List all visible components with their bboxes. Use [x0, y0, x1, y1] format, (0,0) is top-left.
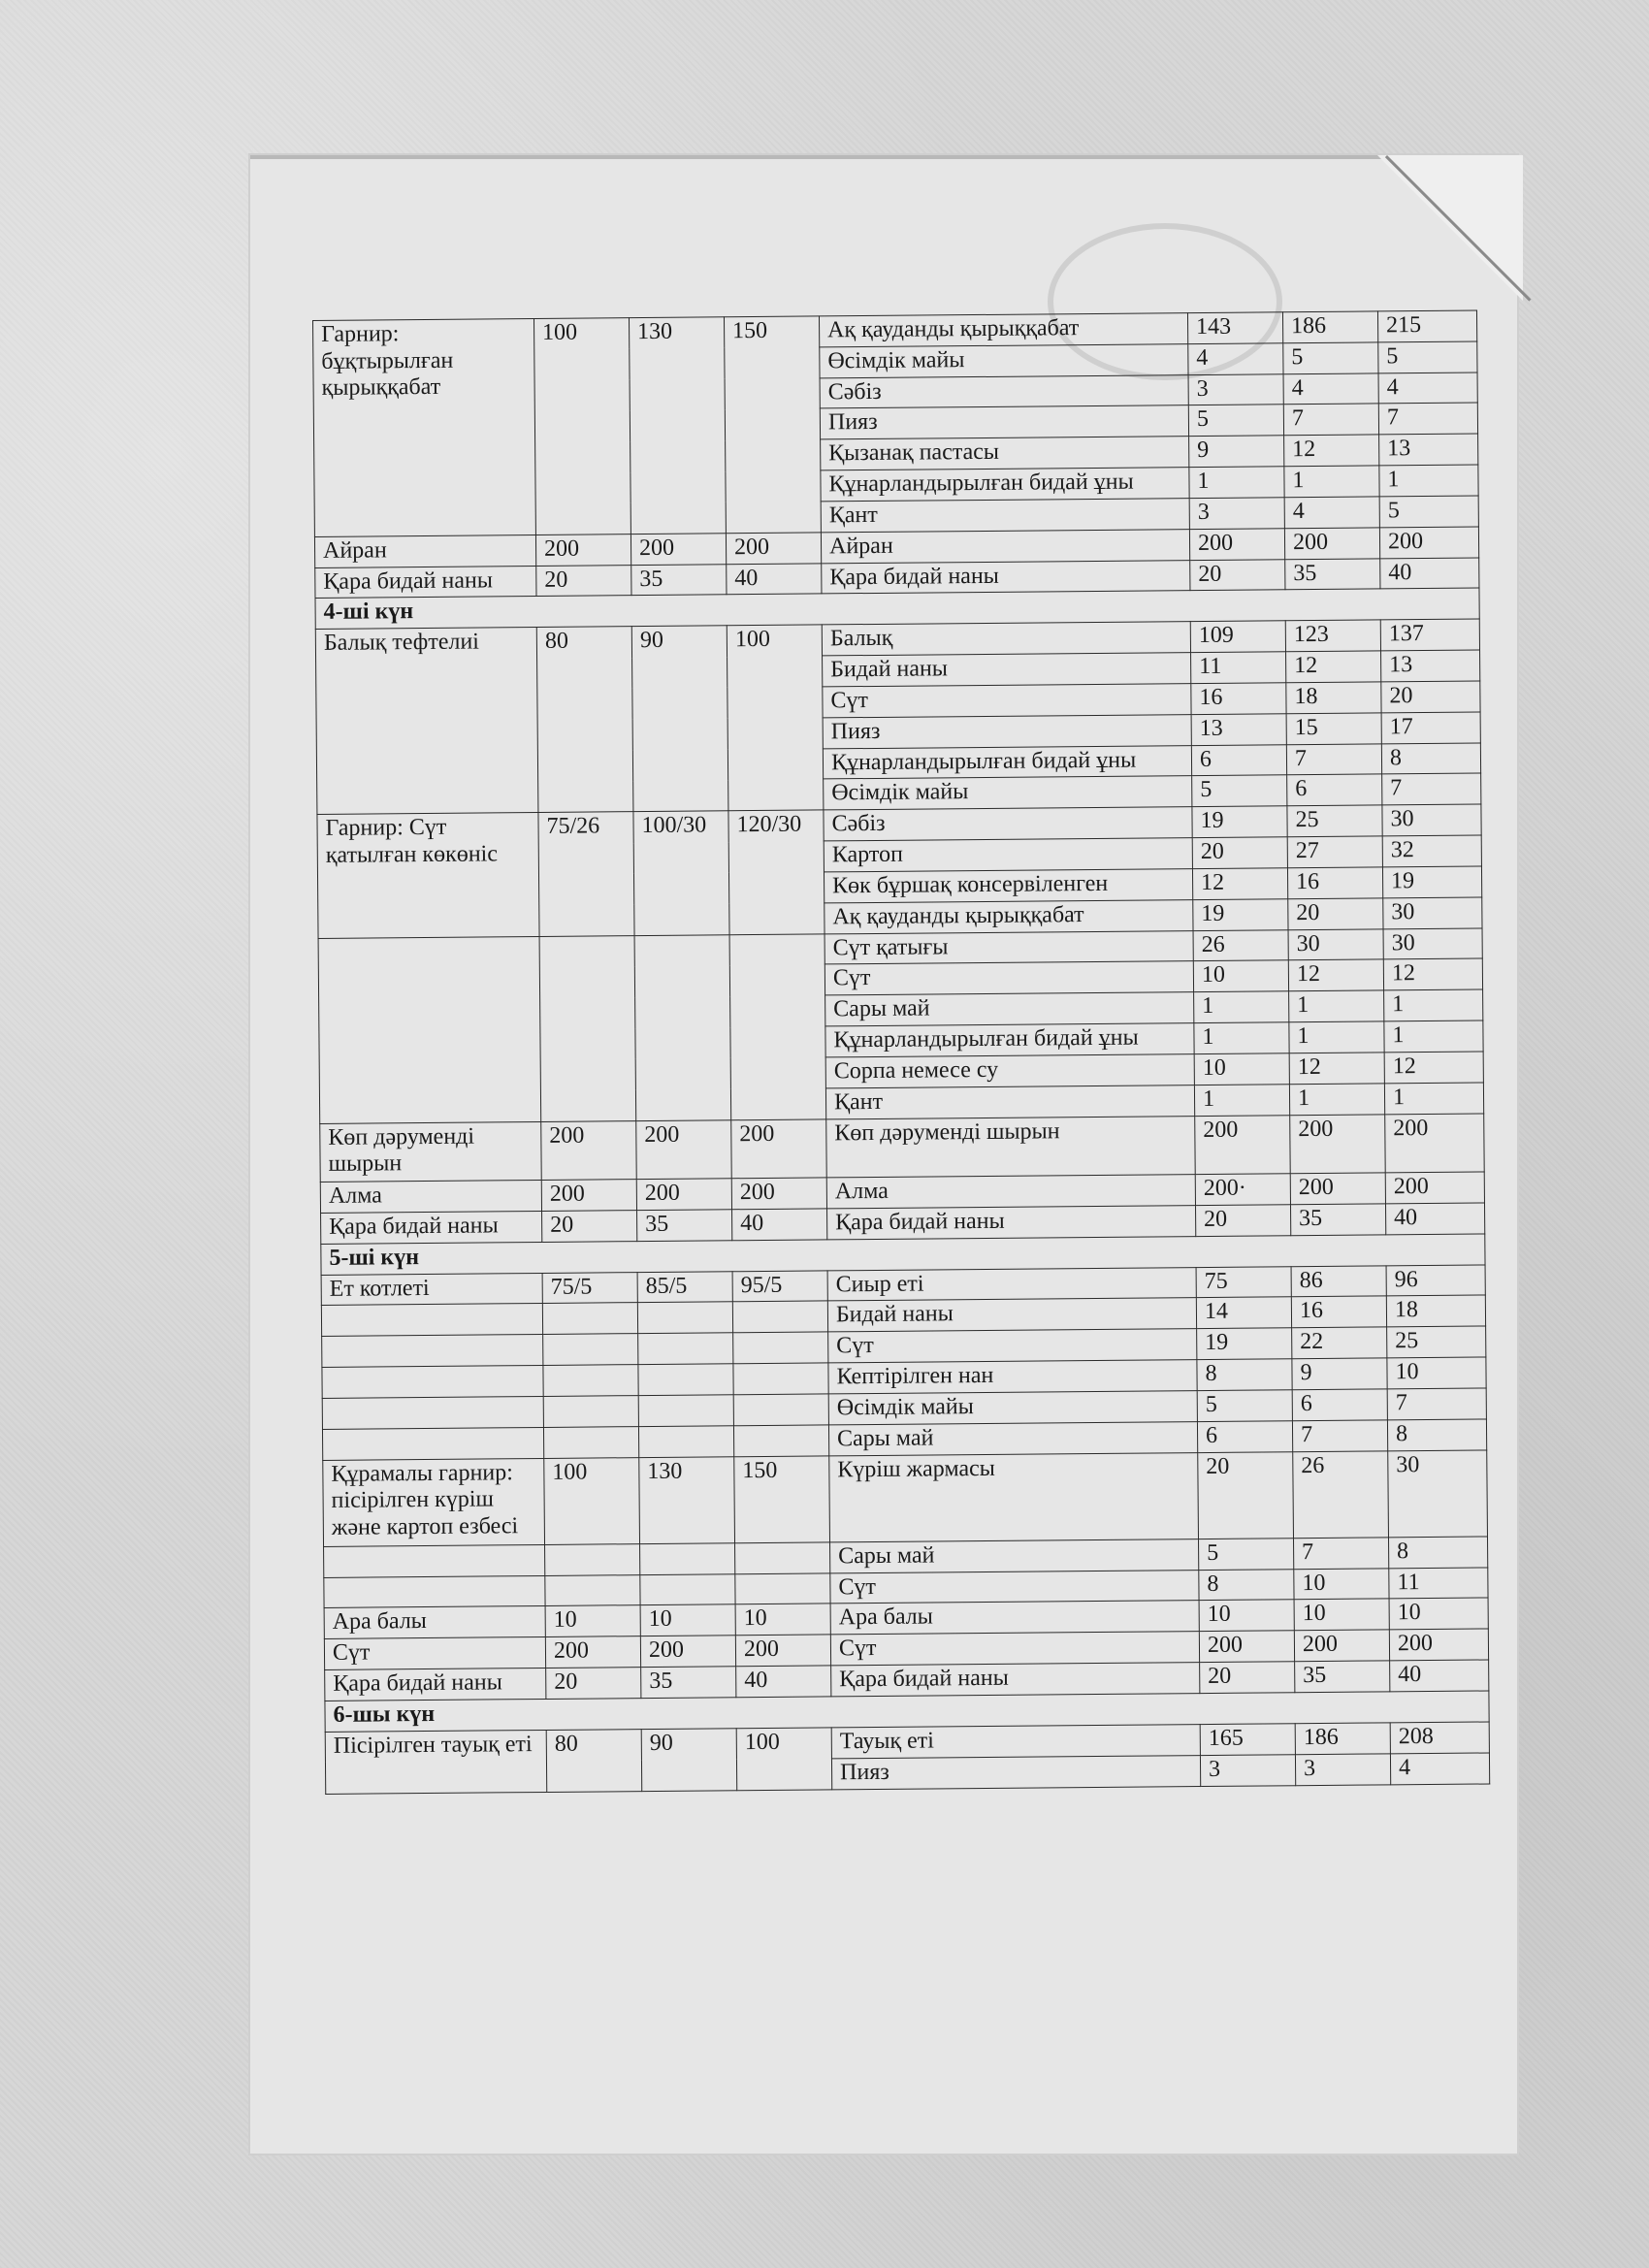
dish-portion: 75/26: [538, 812, 634, 936]
ingredient-amount: 4: [1390, 1753, 1489, 1785]
ingredient-name: Сүт: [828, 1329, 1197, 1363]
dish-portion: 20: [542, 1211, 637, 1243]
dish-name: [324, 1544, 545, 1577]
dish-portion: 200: [541, 1120, 637, 1180]
ingredient-amount: 18: [1286, 682, 1381, 714]
ingredient-name: Өсімдік майы: [824, 776, 1192, 810]
ingredient-amount: 3: [1188, 373, 1283, 405]
ingredient-amount: 8: [1197, 1359, 1292, 1391]
ingredient-amount: 1: [1289, 1084, 1384, 1116]
dish-name: Қара бидай наны: [315, 566, 536, 599]
ingredient-amount: 19: [1192, 806, 1287, 838]
ingredient-amount: 22: [1292, 1327, 1387, 1359]
ingredient-name: Балық: [822, 622, 1190, 656]
ingredient-amount: 1: [1194, 1084, 1289, 1116]
dish-portion: 80: [546, 1729, 642, 1792]
ingredient-amount: 30: [1383, 897, 1482, 929]
ingredient-amount: 19: [1382, 866, 1481, 898]
dish-portion: 20: [536, 565, 631, 597]
ingredient-name: Қара бидай наны: [831, 1663, 1200, 1697]
dish-portion: [545, 1574, 640, 1606]
ingredient-name: Сиыр еті: [827, 1267, 1196, 1301]
dish-portion: 20: [546, 1668, 641, 1700]
dish-portion: [638, 1333, 733, 1365]
ingredient-name: Ақ қауданды қырыққабат: [819, 313, 1187, 347]
dish-name: [322, 1427, 543, 1460]
dish-name: Көп дәруменді шырын: [320, 1121, 542, 1183]
ingredient-amount: 200: [1379, 527, 1478, 559]
dish-portion: 200: [636, 1179, 731, 1211]
ingredient-amount: 16: [1291, 1296, 1386, 1328]
dish-name: Құрамалы гарнир: пісірілген күріш және картоп езбесі: [323, 1458, 545, 1546]
ingredient-amount: 123: [1285, 620, 1380, 652]
ingredient-amount: 35: [1285, 559, 1380, 591]
ingredient-amount: 12: [1284, 435, 1379, 467]
dish-portion: [542, 1303, 637, 1335]
ingredient-amount: 5: [1379, 496, 1478, 528]
ingredient-amount: 200: [1195, 1115, 1291, 1174]
ingredient-name: Құнарландырылған бидай ұны: [821, 468, 1189, 502]
dish-name: Айран: [314, 535, 535, 567]
dish-name: Балық тефтелиі: [315, 628, 538, 815]
ingredient-amount: 6: [1191, 744, 1286, 776]
dish-portion: [539, 935, 636, 1121]
ingredient-amount: 20: [1192, 837, 1287, 869]
menu-table-body: [313, 310, 1490, 1794]
ingredient-amount: 30: [1382, 804, 1481, 836]
ingredient-amount: 12: [1192, 868, 1287, 900]
ingredient-name: Айран: [821, 529, 1189, 563]
ingredient-amount: 40: [1380, 558, 1479, 590]
ingredient-amount: 20: [1288, 898, 1383, 930]
ingredient-name: Көп дәруменді шырын: [826, 1116, 1196, 1178]
dish-portion: 200: [726, 533, 821, 565]
ingredient-name: Сүт: [824, 961, 1193, 995]
dish-name: Ара балы: [324, 1606, 545, 1639]
ingredient-name: Сорпа немесе су: [825, 1053, 1194, 1087]
ingredient-name: Қант: [821, 499, 1189, 533]
dish-portion: [543, 1426, 638, 1458]
dish-name: [318, 936, 541, 1123]
ingredient-amount: 13: [1381, 650, 1480, 682]
dish-portion: 130: [639, 1456, 735, 1543]
ingredient-amount: 3: [1189, 498, 1284, 530]
dish-portion: 90: [641, 1729, 737, 1792]
ingredient-amount: 200: [1290, 1173, 1385, 1205]
ingredient-amount: 215: [1377, 310, 1476, 342]
table-row: [323, 1450, 1488, 1547]
ingredient-amount: 7: [1293, 1538, 1388, 1570]
ingredient-amount: 10: [1194, 1053, 1289, 1085]
day-label: 6-шы күн: [325, 1691, 1489, 1732]
ingredient-amount: 200: [1290, 1114, 1386, 1173]
dish-name: [322, 1396, 543, 1429]
dish-portion: 35: [641, 1667, 736, 1699]
dish-portion: [543, 1334, 638, 1366]
ingredient-amount: 3: [1200, 1754, 1295, 1786]
ingredient-name: Қара бидай наны: [827, 1205, 1196, 1239]
ingredient-amount: 143: [1187, 312, 1282, 344]
dish-portion: [735, 1573, 830, 1605]
ingredient-amount: 137: [1380, 619, 1479, 651]
ingredient-amount: 26: [1193, 929, 1288, 961]
ingredient-amount: 5: [1378, 341, 1477, 373]
ingredient-amount: 16: [1287, 867, 1382, 899]
dish-portion: [729, 933, 826, 1119]
dish-portion: 10: [545, 1605, 640, 1637]
dish-portion: 95/5: [732, 1270, 827, 1302]
dish-name: Қара бидай наны: [321, 1211, 542, 1244]
ingredient-amount: 75: [1196, 1266, 1291, 1298]
dish-portion: [638, 1425, 733, 1457]
ingredient-amount: 13: [1191, 714, 1286, 746]
dish-portion: 80: [536, 627, 633, 813]
ingredient-amount: 19: [1193, 898, 1288, 930]
ingredient-amount: 200: [1199, 1631, 1294, 1663]
ingredient-amount: 5: [1188, 405, 1283, 437]
ingredient-amount: 7: [1283, 404, 1378, 436]
dish-portion: 35: [631, 564, 727, 596]
dish-portion: [637, 1302, 732, 1334]
ingredient-amount: 30: [1288, 928, 1383, 960]
dish-name: [321, 1304, 542, 1337]
dish-portion: 200: [541, 1180, 636, 1212]
ingredient-amount: 1: [1379, 465, 1478, 497]
ingredient-amount: 7: [1382, 773, 1481, 805]
dish-portion: 100: [544, 1457, 640, 1544]
ingredient-amount: 5: [1192, 775, 1287, 807]
ingredient-amount: 12: [1289, 1053, 1384, 1085]
dish-portion: 130: [629, 317, 726, 535]
ingredient-amount: 12: [1384, 1052, 1483, 1084]
ingredient-name: Ақ қауданды қырыққабат: [824, 899, 1193, 933]
dish-portion: 200: [636, 1119, 732, 1179]
ingredient-amount: 5: [1283, 342, 1378, 374]
ingredient-amount: 4: [1284, 497, 1379, 529]
ingredient-amount: 5: [1197, 1390, 1292, 1422]
ingredient-amount: 86: [1291, 1265, 1386, 1297]
dish-portion: 200: [535, 534, 630, 566]
ingredient-amount: 4: [1283, 373, 1378, 405]
ingredient-name: Сәбіз: [820, 374, 1188, 408]
ingredient-name: Пияз: [820, 405, 1188, 439]
ingredient-amount: 10: [1294, 1568, 1389, 1600]
ingredient-amount: 200: [1284, 528, 1379, 560]
ingredient-amount: 9: [1189, 436, 1284, 468]
ingredient-amount: 186: [1282, 311, 1377, 343]
dish-portion: 200: [630, 534, 726, 566]
ingredient-amount: 1: [1194, 1022, 1289, 1054]
ingredient-amount: 12: [1383, 958, 1482, 990]
ingredient-amount: 20: [1200, 1662, 1295, 1694]
ingredient-amount: 19: [1197, 1328, 1292, 1360]
ingredient-amount: 96: [1386, 1265, 1485, 1297]
ingredient-name: Кептірілген нан: [828, 1360, 1197, 1394]
ingredient-amount: 40: [1385, 1203, 1484, 1235]
ingredient-amount: 35: [1290, 1204, 1385, 1236]
dish-portion: [640, 1573, 735, 1605]
day-label: 5-ші күн: [321, 1234, 1485, 1275]
ingredient-amount: 1: [1289, 990, 1384, 1022]
dish-portion: 100: [727, 625, 824, 811]
ingredient-amount: 15: [1286, 713, 1381, 745]
ingredient-name: Бидай наны: [827, 1298, 1196, 1332]
ingredient-amount: 8: [1387, 1419, 1486, 1451]
ingredient-amount: 30: [1388, 1450, 1488, 1538]
dish-portion: 40: [732, 1209, 827, 1241]
ingredient-amount: 20: [1198, 1451, 1294, 1539]
ingredient-amount: 8: [1199, 1569, 1294, 1601]
dish-name: [324, 1575, 545, 1608]
dish-name: Қара бидай наны: [325, 1669, 546, 1701]
dish-name: Алма: [320, 1181, 541, 1214]
ingredient-amount: 186: [1295, 1723, 1390, 1755]
dish-portion: 100: [534, 318, 630, 535]
ingredient-name: Сәбіз: [824, 807, 1192, 841]
dish-name: Гарнир: Сүт қатылған көкөніс: [317, 813, 539, 938]
dish-portion: 150: [724, 316, 821, 534]
ingredient-amount: 18: [1386, 1295, 1485, 1327]
dish-portion: 90: [631, 626, 728, 812]
dish-portion: 10: [735, 1604, 830, 1636]
ingredient-amount: 200·: [1195, 1174, 1290, 1206]
ingredient-amount: 12: [1288, 959, 1383, 991]
ingredient-name: Сары май: [825, 992, 1194, 1026]
folded-corner: [1377, 155, 1523, 301]
dish-portion: [543, 1365, 638, 1397]
dish-portion: [638, 1364, 733, 1396]
ingredient-amount: 25: [1287, 805, 1382, 837]
ingredient-amount: 16: [1191, 683, 1286, 715]
ingredient-amount: 1: [1289, 1021, 1384, 1053]
ingredient-name: Сары май: [828, 1421, 1197, 1455]
ingredient-name: Тауық еті: [831, 1724, 1200, 1758]
ingredient-amount: 5: [1198, 1539, 1293, 1571]
dish-portion: 200: [731, 1178, 826, 1210]
ingredient-amount: 1: [1189, 467, 1284, 499]
ingredient-amount: 25: [1387, 1326, 1486, 1358]
ingredient-name: Сары май: [830, 1539, 1199, 1572]
ingredient-name: Бидай наны: [823, 653, 1191, 687]
ingredient-amount: 26: [1293, 1450, 1389, 1538]
dish-portion: 150: [734, 1455, 830, 1542]
dish-portion: 200: [735, 1635, 830, 1667]
ingredient-amount: 20: [1195, 1205, 1290, 1237]
ingredient-amount: 10: [1294, 1599, 1389, 1631]
ingredient-amount: 20: [1381, 681, 1480, 713]
ingredient-name: Өсімдік майы: [828, 1390, 1197, 1424]
ingredient-amount: 1: [1384, 1021, 1483, 1053]
ingredient-name: Өсімдік майы: [820, 343, 1188, 377]
dish-portion: 35: [637, 1210, 732, 1242]
ingredient-amount: 200: [1385, 1172, 1484, 1204]
dish-portion: 85/5: [637, 1271, 732, 1303]
dish-name: Гарнир: бұқтырылған қырыққабат: [313, 319, 536, 537]
dish-portion: [634, 934, 731, 1120]
dish-portion: [733, 1332, 828, 1364]
ingredient-amount: 165: [1200, 1723, 1295, 1755]
dish-portion: 10: [640, 1604, 735, 1636]
dish-portion: 100: [736, 1728, 832, 1791]
ingredient-name: Қызанақ пастасы: [821, 437, 1189, 470]
ingredient-amount: 8: [1388, 1537, 1487, 1569]
ingredient-amount: 8: [1381, 743, 1480, 775]
dish-portion: [732, 1301, 827, 1333]
dish-portion: [638, 1395, 733, 1427]
dish-portion: 200: [545, 1636, 640, 1669]
ingredient-name: Құнарландырылған бидай ұны: [825, 1023, 1194, 1057]
dish-portion: 75/5: [542, 1272, 637, 1304]
ingredient-amount: 35: [1295, 1661, 1390, 1693]
ingredient-amount: 27: [1287, 836, 1382, 868]
ingredient-amount: 4: [1188, 343, 1283, 375]
ingredient-amount: 3: [1295, 1753, 1390, 1785]
ingredient-amount: 1: [1194, 991, 1289, 1023]
ingredient-amount: 9: [1292, 1358, 1387, 1390]
ingredient-amount: 32: [1382, 835, 1481, 867]
ingredient-amount: 13: [1379, 434, 1478, 466]
dish-name: [322, 1335, 543, 1368]
ingredient-name: Қант: [825, 1085, 1194, 1118]
ingredient-amount: 10: [1199, 1600, 1294, 1632]
dish-name: Ет котлеті: [321, 1273, 542, 1306]
ingredient-name: Пияз: [823, 714, 1191, 748]
ingredient-amount: 10: [1193, 960, 1288, 992]
dish-portion: 120/30: [728, 810, 824, 934]
dish-name: Пісірілген тауық еті: [325, 1730, 547, 1794]
ingredient-name: Көк бұршақ консервіленген: [824, 869, 1192, 903]
ingredient-amount: 208: [1390, 1722, 1489, 1754]
dish-portion: 40: [727, 564, 822, 596]
dish-portion: [640, 1543, 735, 1575]
ingredient-name: Сүт: [823, 684, 1191, 718]
ingredient-amount: 7: [1292, 1420, 1387, 1452]
menu-table: [312, 310, 1490, 1795]
dish-portion: [733, 1363, 828, 1395]
dish-portion: 40: [736, 1666, 831, 1698]
ingredient-amount: 1: [1284, 466, 1379, 498]
ingredient-name: Алма: [826, 1175, 1195, 1209]
ingredient-amount: 10: [1387, 1357, 1486, 1389]
ingredient-amount: 6: [1197, 1420, 1292, 1452]
dish-portion: [733, 1425, 828, 1457]
ingredient-amount: 20: [1190, 559, 1285, 591]
dish-portion: [545, 1543, 640, 1575]
dish-portion: [543, 1395, 638, 1427]
dish-portion: 200: [640, 1636, 735, 1668]
dish-portion: 100/30: [633, 811, 729, 935]
ingredient-amount: 6: [1287, 774, 1382, 806]
ingredient-amount: 12: [1286, 651, 1381, 683]
dish-name: [322, 1366, 543, 1399]
ingredient-amount: 11: [1389, 1568, 1488, 1600]
ingredient-amount: 7: [1387, 1388, 1486, 1420]
ingredient-amount: 109: [1190, 621, 1285, 653]
ingredient-amount: 10: [1389, 1598, 1488, 1630]
day-label: 4-ші күн: [315, 588, 1479, 629]
ingredient-amount: 200: [1294, 1630, 1389, 1662]
ingredient-amount: 6: [1292, 1389, 1387, 1421]
ingredient-name: Картоп: [824, 838, 1192, 872]
sheet-top-edge: [250, 155, 1517, 159]
ingredient-name: Құнарландырылған бидай ұны: [823, 745, 1191, 779]
ingredient-name: Сүт қатығы: [824, 930, 1193, 964]
ingredient-amount: 7: [1286, 743, 1381, 775]
ingredient-name: Сүт: [830, 1570, 1199, 1604]
ingredient-name: Ара балы: [830, 1601, 1199, 1635]
dish-name: Сүт: [324, 1637, 545, 1670]
ingredient-name: Күріш жармасы: [829, 1452, 1199, 1542]
ingredient-amount: 17: [1381, 712, 1480, 744]
ingredient-amount: 11: [1191, 652, 1286, 684]
dish-portion: 200: [731, 1118, 827, 1178]
dish-portion: [735, 1542, 830, 1574]
ingredient-name: Пияз: [831, 1755, 1200, 1790]
ingredient-amount: 4: [1378, 373, 1477, 405]
ingredient-amount: 7: [1378, 404, 1477, 436]
ingredient-amount: 40: [1390, 1660, 1489, 1692]
ingredient-amount: 1: [1384, 989, 1483, 1021]
table-row: [320, 1114, 1484, 1183]
ingredient-amount: 14: [1196, 1297, 1291, 1329]
ingredient-amount: 200: [1389, 1629, 1488, 1661]
ingredient-name: Сүт: [830, 1632, 1199, 1666]
ingredient-name: Қара бидай наны: [822, 560, 1190, 594]
ingredient-amount: 1: [1384, 1083, 1483, 1115]
ingredient-amount: 30: [1383, 928, 1482, 960]
ingredient-amount: 200: [1385, 1114, 1485, 1173]
ingredient-amount: 200: [1189, 529, 1284, 561]
dish-portion: [733, 1394, 828, 1426]
